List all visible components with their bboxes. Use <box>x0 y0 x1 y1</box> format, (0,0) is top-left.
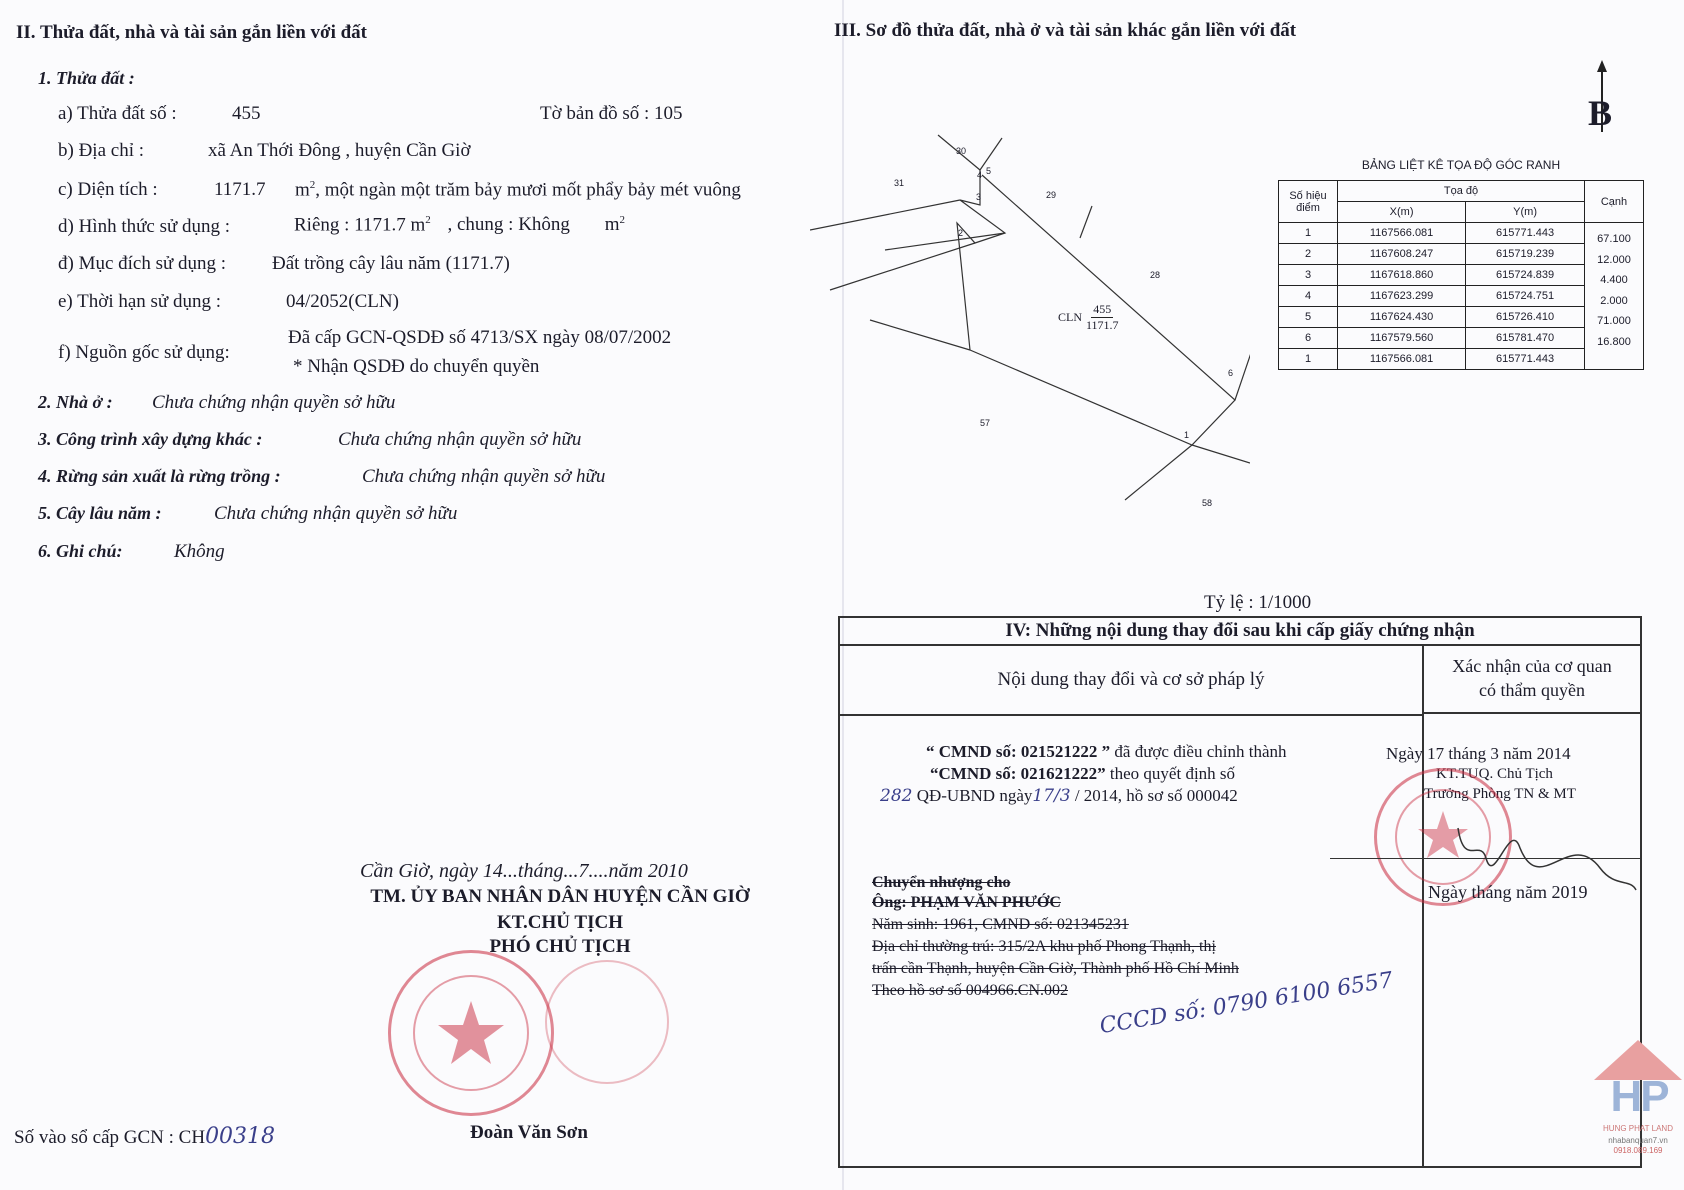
item-2-value: Chưa chứng nhận quyền sở hữu <box>152 392 396 413</box>
red-stamp-overlap <box>545 960 669 1084</box>
changes-col-2-header <box>1424 646 1640 714</box>
section-4-title: IV: Những nội dung thay đổi sau khi cấp giấy chứng nhận <box>840 618 1640 646</box>
item-6-value: Không <box>174 541 225 562</box>
coord-header-x: X(m) <box>1338 202 1466 223</box>
coord-y: 615781.470 <box>1466 328 1585 349</box>
coord-y: 615771.443 <box>1466 349 1585 370</box>
col-2-header-line-2: có thẩm quyền <box>1479 680 1585 700</box>
col-2-header-line-1: Xác nhận của cơ quan <box>1452 656 1612 676</box>
parcel-no: 455 <box>1093 302 1112 316</box>
sign-organization: TM. ỦY BAN NHÂN DÂN HUYỆN CẦN GIỜ <box>370 886 750 907</box>
parcel-sketch <box>810 130 1250 510</box>
confirm-1-date: Ngày 17 tháng 3 năm 2014 <box>1386 744 1571 763</box>
edge-length: 67.100 <box>1597 233 1631 245</box>
north-letter: B <box>1588 93 1613 133</box>
coord-x: 1167618.860 <box>1338 265 1466 286</box>
coord-y: 615724.839 <box>1466 265 1585 286</box>
neighbor-31: 31 <box>894 178 905 188</box>
coord-y: 615724.751 <box>1466 286 1585 307</box>
point-label-4: 4 <box>977 170 983 180</box>
red-stamp-left <box>388 950 554 1116</box>
use-form-private: Riêng : 1171.7 m <box>294 214 426 236</box>
coord-point: 1 <box>1279 349 1338 370</box>
hung-phat-logo <box>1592 1036 1684 1156</box>
edge-length: 2.000 <box>1600 294 1628 307</box>
point-label-6: 6 <box>1228 368 1234 378</box>
transfer-line-6: Theo hồ sơ số 004966.CN.002 <box>872 982 1069 999</box>
item-6-title: 6. Ghi chú: <box>38 541 123 561</box>
gcn-book-label: Số vào sổ cấp GCN : CH <box>14 1127 206 1148</box>
use-form-common-unit: m <box>604 214 620 236</box>
sign-date: Cần Giờ, ngày 14...tháng...7....năm 2010 <box>360 860 688 882</box>
use-form-private-sup: 2 <box>425 214 431 226</box>
coord-x: 1167566.081 <box>1338 223 1466 244</box>
coord-table <box>1278 180 1644 370</box>
purpose-label: đ) Mục đích sử dụng : <box>58 253 227 274</box>
edge-list <box>1585 223 1644 370</box>
logo-line-1: HUNG PHAT LAND <box>1603 1124 1673 1133</box>
parcel-area: 1171.7 <box>1086 318 1119 332</box>
logo-line-3: 0918.089.169 <box>1613 1146 1663 1155</box>
coord-x: 1167608.247 <box>1338 244 1466 265</box>
coord-x: 1167566.081 <box>1338 349 1466 370</box>
coord-x: 1167623.299 <box>1338 286 1466 307</box>
coord-point: 6 <box>1279 328 1338 349</box>
map-sheet-number: Tờ bản đồ số : 105 <box>540 103 683 124</box>
item-4-title: 4. Rừng sản xuất là rừng trồng : <box>38 466 281 486</box>
change-1-line-3 <box>880 786 1238 806</box>
address-value: xã An Thới Đông , huyện Cần Giờ <box>208 140 471 161</box>
transfer-line-4: Địa chỉ thường trú: 315/2A khu phố Phong Thạnh, thị <box>872 938 1216 955</box>
confirm-2-date: Ngày tháng năm 2019 <box>1428 882 1588 902</box>
parcel-label <box>1058 302 1119 333</box>
signer-name: Đoàn Văn Sơn <box>470 1122 588 1143</box>
neighbor-30: 30 <box>956 146 967 156</box>
logo-mark: HP <box>1610 1072 1668 1121</box>
purpose-value: Đất trồng cây lâu năm (1171.7) <box>272 253 510 274</box>
area-label: c) Diện tích : <box>58 179 158 200</box>
scale-label: Tỷ lệ : 1/1000 <box>1204 592 1312 613</box>
coord-point: 5 <box>1279 307 1338 328</box>
old-id: “ CMND số: 021521222 ” <box>926 742 1111 761</box>
neighbor-29: 29 <box>1046 190 1057 200</box>
transfer-line-2: Ông: PHẠM VĂN PHƯỚC <box>872 894 1061 911</box>
item-4-value: Chưa chứng nhận quyền sở hữu <box>362 466 606 487</box>
coord-y: 615719.239 <box>1466 244 1585 265</box>
item-3-title: 3. Công trình xây dựng khác : <box>38 429 263 449</box>
origin-value-1: Đã cấp GCN-QSDĐ số 4713/SX ngày 08/07/2002 <box>288 327 672 348</box>
point-label-1: 1 <box>1184 430 1190 440</box>
transfer-line-5: trấn cần Thạnh, huyện Cần Giờ, Thành phố Hồ Chí Minh <box>872 960 1239 977</box>
table-row <box>1279 223 1644 244</box>
edge-length: 12.000 <box>1597 253 1631 266</box>
section-2-title: II. Thửa đất, nhà và tài sản gắn liền với đất <box>16 22 367 43</box>
change-1-text-1: đã được điều chỉnh thành <box>1110 742 1287 761</box>
coord-header-y: Y(m) <box>1466 202 1585 223</box>
neighbor-28: 28 <box>1150 270 1161 280</box>
edge-length: 71.000 <box>1597 315 1631 327</box>
area-unit: m <box>295 179 310 201</box>
item-3-value: Chưa chứng nhận quyền sở hữu <box>338 429 582 450</box>
address-label: b) Địa chỉ : <box>58 140 145 161</box>
item-5-title: 5. Cây lâu năm : <box>38 503 162 523</box>
new-id: “CMND số: 021621222” <box>930 764 1106 783</box>
item-5-value: Chưa chứng nhận quyền sở hữu <box>214 503 458 524</box>
parcel-number-label: a) Thửa đất số : <box>58 103 177 124</box>
item-2-title: 2. Nhà ở : <box>38 392 113 412</box>
change-1-text-3: QĐ-UBND ngày <box>912 786 1033 805</box>
edge-length: 4.400 <box>1600 274 1628 286</box>
star-icon <box>391 953 551 1113</box>
coord-table-title: BẢNG LIỆT KÊ TỌA ĐỘ GÓC RANH <box>1361 158 1561 172</box>
coord-header-point: Số hiệu điểm <box>1279 181 1338 223</box>
origin-label: f) Nguồn gốc sử dụng: <box>58 342 230 363</box>
use-form-common-sup: 2 <box>619 214 625 226</box>
neighbor-57: 57 <box>980 418 991 428</box>
coord-y: 615726.410 <box>1466 307 1585 328</box>
area-value: 1171.7 <box>214 179 266 200</box>
changes-box <box>838 616 1642 1168</box>
coord-point: 2 <box>1279 244 1338 265</box>
confirm-1-line-3: Trưởng Phòng TN & MT <box>1424 786 1576 802</box>
area-unit-sup: 2 <box>309 179 316 191</box>
change-1-line-1 <box>926 742 1287 762</box>
sign-kt: KT.CHỦ TỊCH <box>497 912 623 933</box>
logo-line-2: nhabanquan7.vn <box>1608 1136 1668 1145</box>
item-1-title: 1. Thửa đất : <box>38 68 135 88</box>
term-value: 04/2052(CLN) <box>286 291 399 312</box>
point-label-2: 2 <box>958 228 964 238</box>
section-3-title: III. Sơ đồ thửa đất, nhà ở và tài sản khác gắn liền với đất <box>834 20 1297 41</box>
point-label-3: 3 <box>976 192 982 202</box>
transfer-line-3: Năm sinh: 1961, CMND số: 021345231 <box>872 916 1129 933</box>
coord-x: 1167579.560 <box>1338 328 1466 349</box>
coord-x: 1167624.430 <box>1338 307 1466 328</box>
edge-length: 16.800 <box>1597 335 1631 348</box>
row-divider <box>1330 858 1640 859</box>
change-1-text-2: theo quyết định số <box>1105 764 1236 783</box>
coord-header-coord: Tọa độ <box>1338 181 1585 202</box>
confirm-1-line-2: KT.TUQ. Chủ Tịch <box>1436 766 1553 782</box>
neighbor-58: 58 <box>1202 498 1213 508</box>
term-label: e) Thời hạn sử dụng : <box>58 291 222 312</box>
point-label-5: 5 <box>986 166 992 176</box>
parcel-code: CLN <box>1058 310 1082 324</box>
change-1-line-2 <box>930 764 1235 784</box>
coord-point: 3 <box>1279 265 1338 286</box>
parcel-number-value: 455 <box>232 103 261 124</box>
coord-point: 4 <box>1279 286 1338 307</box>
changes-col-1-header: Nội dung thay đổi và cơ sở pháp lý <box>840 646 1424 716</box>
change-1-text-4: / 2014, hồ sơ số 000042 <box>1070 786 1238 805</box>
use-form-common: , chung : Không <box>447 214 570 236</box>
sign-title: PHÓ CHỦ TỊCH <box>489 936 631 957</box>
coord-y: 615771.443 <box>1466 223 1585 244</box>
use-form-label: d) Hình thức sử dụng : <box>58 216 231 237</box>
area-in-words: , một ngàn một trăm bảy mươi mốt phẩy bảy mét vuông <box>315 179 741 201</box>
transfer-line-1: Chuyển nhượng cho <box>872 874 1011 891</box>
handwritten-decision-no: 282 <box>880 786 913 806</box>
origin-value-2: * Nhận QSDĐ do chuyển quyền <box>293 356 540 377</box>
handwritten-cccd: CCCD số: 0790 6100 6557 <box>1098 967 1395 1039</box>
handwritten-decision-date: 17/3 <box>1032 786 1071 806</box>
coord-header-edge: Cạnh <box>1585 181 1644 223</box>
coord-point: 1 <box>1279 223 1338 244</box>
gcn-book-number: 00318 <box>205 1124 276 1149</box>
